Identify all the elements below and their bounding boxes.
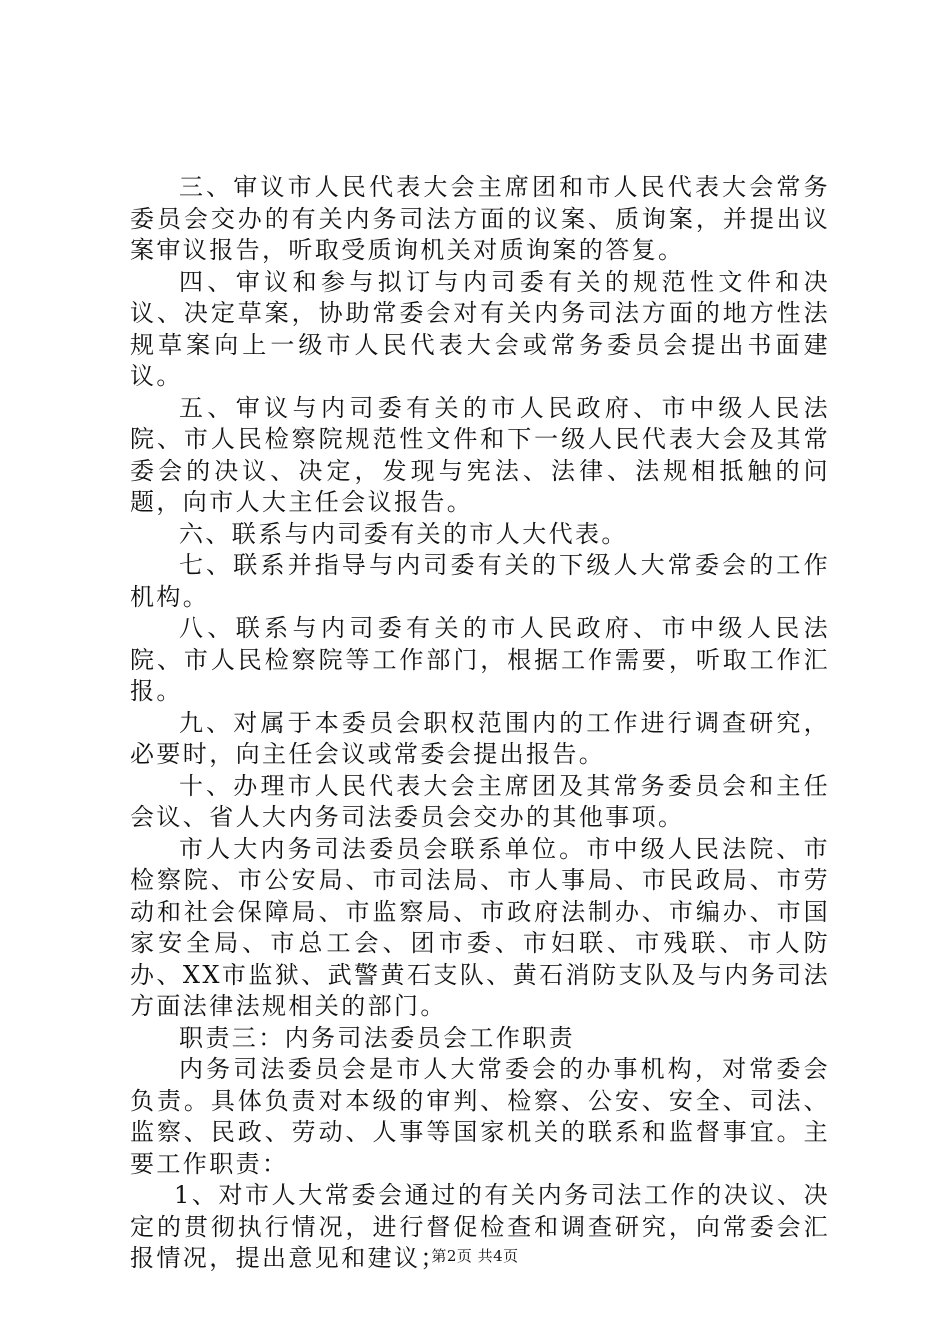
paragraph-item-5: 五、审议与内司委有关的市人民政府、市中级人民法院、市人民检察院规范性文件和下一级人民代表大会及其常委会的决议、决定，发现与宪法、法律、法规相抵触的问题，向市人大主任会议报告。 [130, 393, 830, 516]
paragraph-liaison-units: 市人大内务司法委员会联系单位。市中级人民法院、市检察院、市公安局、市司法局、市人事局、市民政局、市劳动和社会保障局、市监察局、市政府法制办、市编办、市国家安全局、市总工会、团市委、市妇联、市残联、市人防办、XX市监狱、武警黄石支队、黄石消防支队及与内务司法方面法律法规相关的部门。 [130, 834, 830, 1020]
paragraph-item-8: 八、联系与内司委有关的市人民政府、市中级人民法院、市人民检察院等工作部门，根据工作需要，听取工作汇报。 [130, 614, 830, 705]
paragraph-item-4: 四、审议和参与拟订与内司委有关的规范性文件和决议、决定草案，协助常委会对有关内务司法方面的地方性法规草案向上一级市人民代表大会或常务委员会提出书面建议。 [130, 267, 830, 390]
document-body [130, 172, 830, 1275]
paragraph-item-7: 七、联系并指导与内司委有关的下级人大常委会的工作机构。 [130, 551, 830, 611]
paragraph-item-10: 十、办理市人民代表大会主席团及其常务委员会和主任会议、省人大内务司法委员会交办的其他事项。 [130, 771, 830, 831]
paragraph-duty-1: 1、对市人大常委会通过的有关内务司法工作的决议、决定的贯彻执行情况，进行督促检查和调查研究，向常委会汇报情况，提出意见和建议； [130, 1181, 830, 1272]
paragraph-committee-intro: 内务司法委员会是市人大常委会的办事机构，对常委会负责。具体负责对本级的审判、检察、公安、安全、司法、监察、民政、劳动、人事等国家机关的联系和监督事宜。主要工作职责： [130, 1055, 830, 1178]
paragraph-item-6: 六、联系与内司委有关的市人大代表。 [179, 519, 628, 548]
page-number-footer: 第2页 共4页 [431, 1247, 519, 1265]
paragraph-item-9: 九、对属于本委员会职权范围内的工作进行调查研究，必要时，向主任会议或常委会提出报告。 [130, 708, 830, 768]
section-heading-duty-three: 职责三：内务司法委员会工作职责 [179, 1023, 575, 1052]
paragraph-item-3: 三、审议市人民代表大会主席团和市人民代表大会常务委员会交办的有关内务司法方面的议案、质询案，并提出议案审议报告，听取受质询机关对质询案的答复。 [130, 173, 830, 264]
